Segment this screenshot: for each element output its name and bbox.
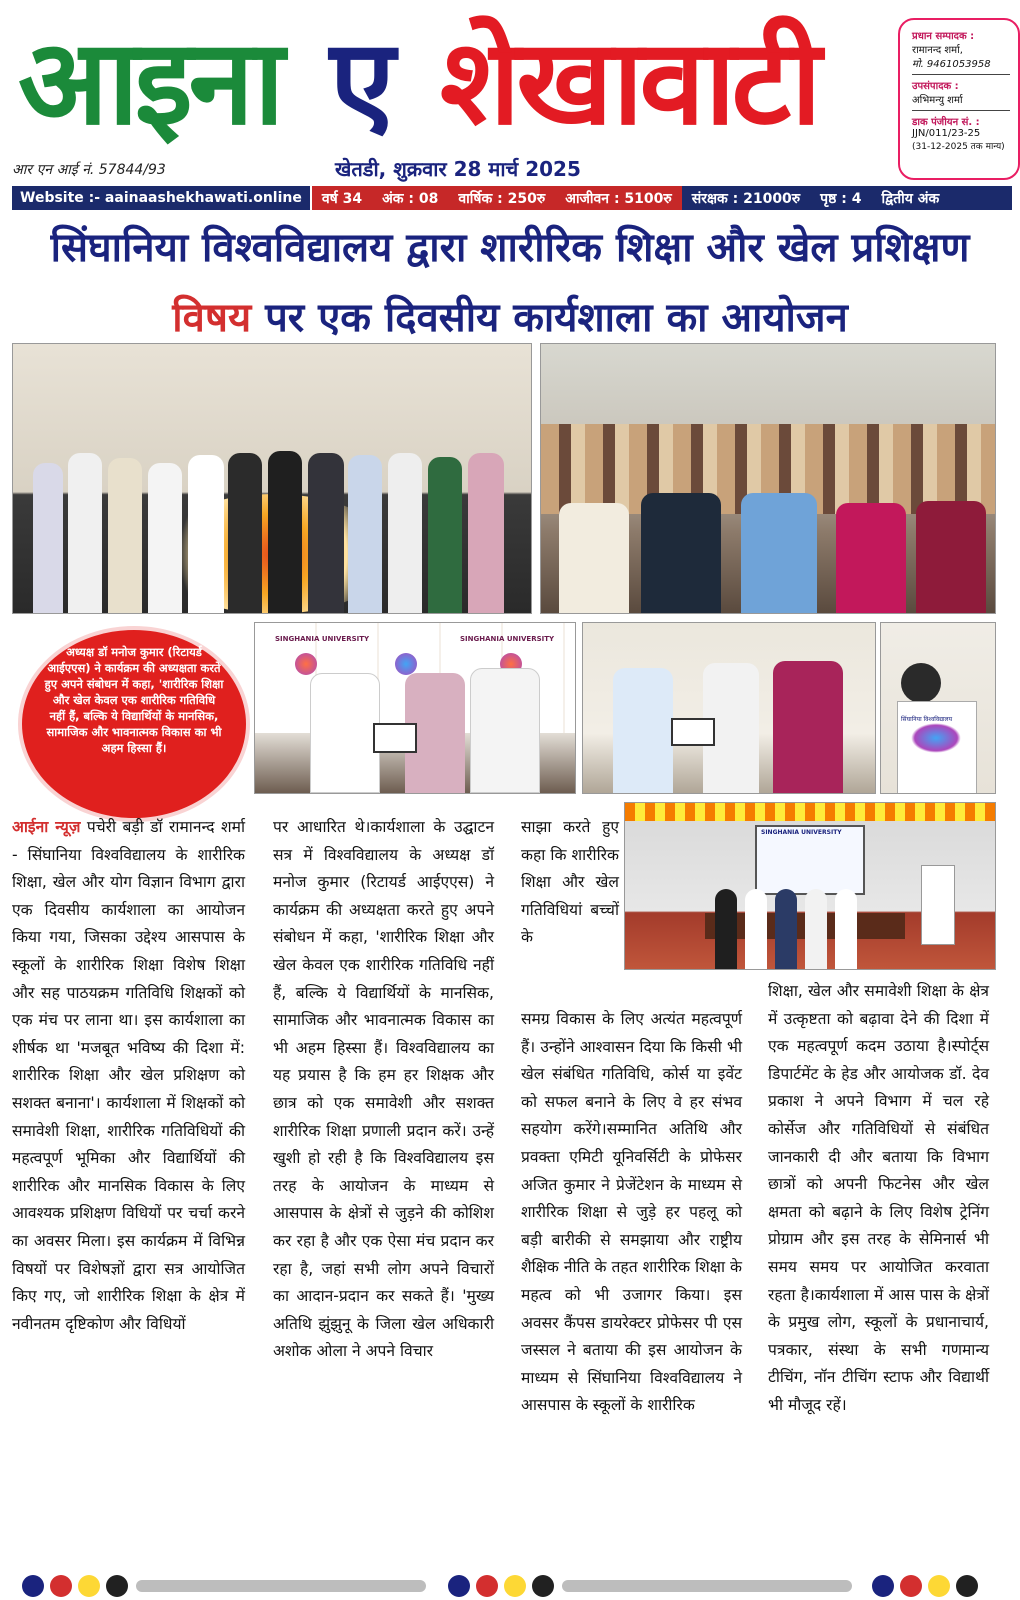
rni-number: आर एन आई नं. 57844/93: [12, 162, 166, 178]
postal-number: JJN/011/23-25: [912, 128, 981, 139]
article-col3-top-text: साझा करते हुए कहा कि शारीरिक शिक्षा और खेल गतिविधियां बच्चों के: [521, 818, 619, 947]
logo-icon: [395, 653, 417, 675]
editor-mobile: मो. 9461053958: [912, 59, 991, 70]
photo-podium-speaker: [880, 622, 996, 794]
article-col3-text: समग्र विकास के लिए अत्यंत महत्वपूर्ण हैं। उन्होंने आश्वासन दिया कि किसी भी खेल संबंधित गतिविधि, कोर्स या इवेंट को सफल बनाने के लिए वे हर संभव सहयोग करेंगे।सम्मानित अतिथि और प्रवक्ता एमिटी यूनिवर्सिटी के प्रोफेसर अजित कुमार ने प्रेजेंटेशन के माध्यम से शारीरिक शिक्षा से जुड़े हर पहलू को बड़ी बारीकी से समझाया और राष्ट्रीय शैक्षिक नीति के तहत शारीरिक शिक्षा के महत्व को भी उजागर किया। इस अवसर कैंपस डायरेक्टर प्रोफेसर पी एस जस्सल ने बताया की इस आयोजन के माध्यम से सिंघानिया विश्वविद्यालय ने आसपास के स्कूलों के शारीरिक: [521, 1010, 742, 1415]
article-col4-text: शिक्षा, खेल और समावेशी शिक्षा के क्षेत्र में उत्कृष्टता को बढ़ावा देने की दिशा में एक महत्वपूर्ण कदम उठाया है।स्पोर्ट्स डिपार्टमेंट के हेड और आयोजक डॉ. देव प्रकाश ने अपने विभाग में चल रहे कोर्सेज और गतिविधियों से संबंधित जानकारी दी और बताया कि विभाग छात्रों को अपनी फिटनेस और खेल क्षमता को बढ़ाने के लिए विशेष ट्रेनिंग प्रोग्राम और इस तरह के सेमिनार्स भी समय समय पर आयोजित करवाता रहता है।कार्यशाला में आस पास के क्षेत्रों के प्रमुख लोग, स्कूलों के प्रधानाचार्य, पत्रकार, संस्था के सभी गणमान्य टीचिंग, नॉन टीचिंग स्टाफ और विद्यार्थी भी मौजूद रहें।: [768, 982, 989, 1414]
photo-audience: [540, 343, 996, 614]
article-column-3-top: [521, 814, 619, 952]
title-part-e: ए: [329, 13, 391, 151]
podium-logo-icon: [911, 723, 961, 753]
info-bar: [12, 186, 1012, 210]
headline-line-1: सिंघानिया विश्वविद्यालय द्वारा शारीरिक शिक्षा और खेल प्रशिक्षण: [50, 225, 970, 271]
headline-red-word: विषय: [172, 295, 252, 341]
edition-label: द्वितीय अंक: [881, 190, 940, 207]
banner-text: SINGHANIA UNIVERSITY: [460, 635, 555, 643]
sub-editor-label: उपसंपादक :: [912, 81, 959, 92]
photo-certificate-2: [582, 622, 876, 794]
logo-icon: [295, 653, 317, 675]
article-column-2: [273, 814, 494, 1366]
article-col1-text: पचेरी बड़ी डॉ रामानन्द शर्मा - सिंघानिया विश्वविद्यालय के शारीरिक शिक्षा, खेल और योग विज्ञान विभाग द्वारा एक दिवसीय कार्यशाला का आयोजन किया गया, जिसका उद्देश्य आसपास के स्कूलों के शारीरिक शिक्षा विशेष शिक्षा और सह पाठयक्रम गतिविधि शिक्षकों को एक मंच पर लाना था। इस कार्यशाला का शीर्षक था 'मजबूत भविष्य की दिशा में: शारीरिक शिक्षा और खेल प्रशिक्षण को सशक्त बनाना'। कार्यशाला में शिक्षकों को समावेशी शिक्षा, शारीरिक गतिविधियों की महत्वपूर्ण भूमिका और विद्यार्थियों की शारीरिक और मानसिक विकास के लिए आवश्यक प्रशिक्षण विधियों पर चर्चा करने का अवसर मिला। इस कार्यक्रम में विभिन्न विषयों पर विशेषज्ञों द्वारा सत्र आयोजित किए गए, जो शारीरिक शिक्षा के क्षेत्र में नवीनतम दृष्टिकोण और विधियों: [12, 818, 245, 1333]
title-part-shekhawati: शेखावाटी: [440, 13, 818, 151]
patron-price: संरक्षक : 21000रु: [691, 190, 801, 207]
year-label: वर्ष 34: [321, 190, 363, 207]
article-column-4: [768, 978, 989, 1420]
quote-callout: अध्यक्ष डॉ मनोज कुमार (रिटायर्ड आईएएस) ने कार्यक्रम की अध्यक्षता करते हुए अपने संबोधन में कहा, 'शारीरिक शिक्षा और खेल केवल एक शारीरिक गतिविधि नहीं हैं, बल्कि ये विद्यार्थियों के मानसिक, सामाजिक और भावनात्मक विकास का भी अहम हिस्सा हैं।: [18, 626, 250, 822]
article-column-3: [521, 1006, 742, 1420]
lifetime-price: आजीवन : 5100रु: [565, 190, 672, 207]
editor-box: [898, 18, 1020, 180]
screen-text: SINGHANIA UNIVERSITY: [761, 829, 842, 836]
headline-line-2-rest: पर एक दिवसीय कार्यशाला का आयोजन: [251, 295, 848, 341]
podium-text: सिंघानिया विश्वविद्यालय: [901, 716, 953, 723]
page-count: पृष्ठ : 4: [820, 190, 862, 207]
article-col2-text: पर आधारित थे।कार्यशाला के उद्घाटन सत्र में विश्वविद्यालय के अध्यक्ष डॉ मनोज कुमार (रिटायर्ड आईएएस) ने कार्यक्रम की अध्यक्षता करते हुए अपने संबोधन में कहा, 'शारीरिक शिक्षा और खेल केवल एक शारीरिक गतिविधि नहीं हैं, बल्कि ये विद्यार्थियों के मानसिक, सामाजिक और भावनात्मक विकास का भी अहम हिस्सा हैं। विश्वविद्यालय का यह प्रयास है कि हम हर शिक्षक और छात्र को एक समावेशी और सशक्त शारीरिक शिक्षा प्रणाली प्रदान करें। उन्हें खुशी हो रही है कि विश्वविद्यालय इस तरह के आयोजन के माध्यम से आसपास के क्षेत्रों से जुड़ने की कोशिश कर रहा है और एक ऐसा मंच प्रदान कर रहा है, जहां सभी लोग अपने विचारों का आदान-प्रदान कर सकते हैं। 'मुख्य अतिथि झुंझुनू के जिला खेल अधिकारी अशोक ओला ने अपने विचार: [273, 818, 494, 1361]
chief-editor-name: रामानन्द शर्मा,: [912, 45, 963, 56]
postal-label: डाक पंजीयन सं. :: [912, 117, 980, 128]
postal-validity: (31-12-2025 तक मान्य): [912, 142, 1005, 152]
photo-certificate-1: [254, 622, 576, 794]
article-column-1: [12, 814, 245, 1338]
title-part-aaina: आइना: [18, 13, 281, 151]
newspaper-title: [18, 0, 818, 165]
sub-editor-name: अभिमन्यु शर्मा: [912, 95, 963, 106]
website-label[interactable]: Website :- aainaashekhawati.online: [12, 186, 312, 210]
dateline: खेतडी, शुक्रवार 28 मार्च 2025: [335, 157, 581, 181]
chief-editor-label: प्रधान सम्पादक :: [912, 31, 975, 42]
annual-price: वार्षिक : 250रु: [458, 190, 546, 207]
headline-line-2: [0, 288, 1020, 343]
photo-stage-screen: [624, 802, 996, 970]
photo-group: [12, 343, 532, 614]
article-byline: आईना न्यूज़: [12, 818, 81, 836]
banner-text: SINGHANIA UNIVERSITY: [275, 635, 370, 643]
issue-label: अंक : 08: [382, 190, 439, 207]
